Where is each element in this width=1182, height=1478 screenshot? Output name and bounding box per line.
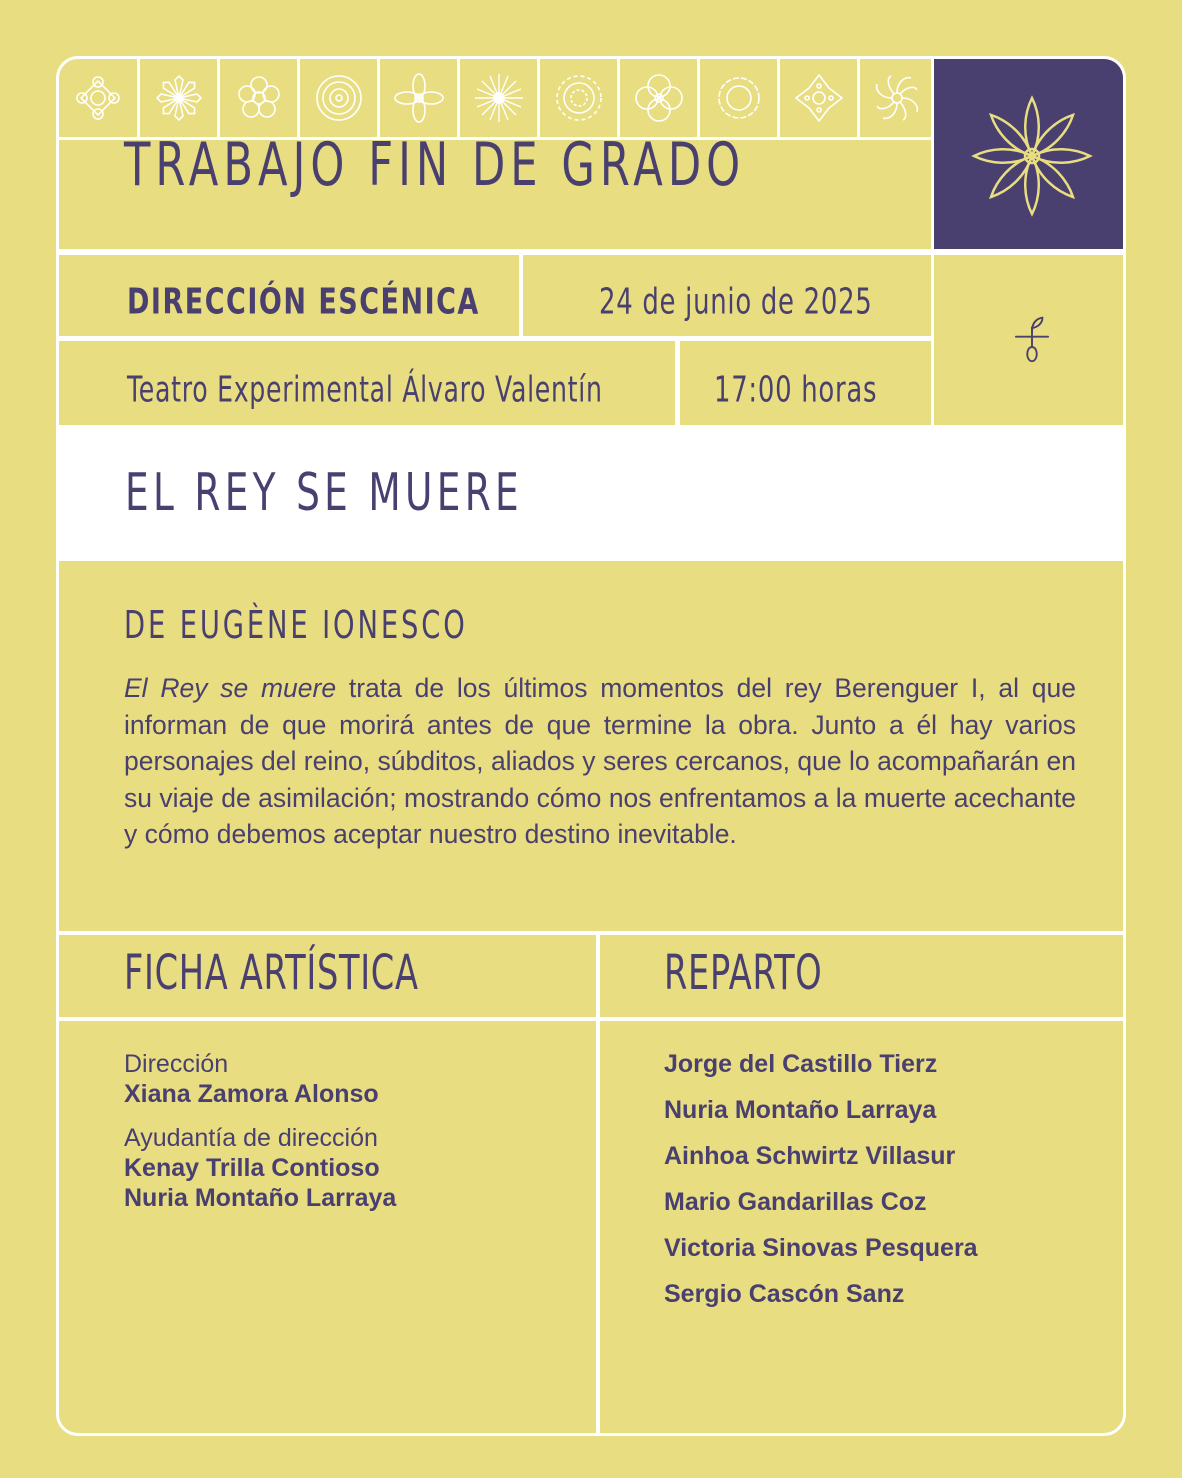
cast-member: Jorge del Castillo Tierz <box>664 1050 938 1078</box>
assistant-label: Ayudantía de dirección <box>124 1124 378 1152</box>
cast-member: Sergio Cascón Sanz <box>664 1280 905 1308</box>
flower-6-icon <box>460 59 537 137</box>
cast-list <box>664 1049 978 1325</box>
flower-11-icon <box>860 59 934 137</box>
description-italic-title: El Rey se muere <box>124 673 337 703</box>
direction-label: Dirección <box>124 1050 229 1078</box>
poster-card <box>56 56 1126 1436</box>
ficha-heading: FICHA ARTÍSTICA <box>124 945 419 1001</box>
assistant-name: Nuria Montaño Larraya <box>124 1184 397 1212</box>
department-label: DIRECCIÓN ESCÉNICA <box>127 281 480 323</box>
reparto-heading: REPARTO <box>664 945 823 1001</box>
direction-name: Xiana Zamora Alonso <box>124 1080 379 1108</box>
event-time: 17:00 horas <box>714 369 878 411</box>
flower-1-icon <box>59 59 137 137</box>
description-text: trata de los últimos momentos del rey Berenguer I, al que informan de que morirá antes de que termine la obra. Junto a él hay varios personajes del reino, súbditos, aliados y seres cercanos, que lo acompañarán en su viaje de asimilación; mostrando cómo nos enfrentamos a la muerte acechante y cómo debemos aceptar nuestro destino inevitable. <box>124 673 1076 849</box>
flower-5-icon <box>380 59 457 137</box>
cast-member: Ainhoa Schwirtz Villasur <box>664 1142 956 1170</box>
flower-3-icon <box>220 59 297 137</box>
play-author: DE EUGÈNE IONESCO <box>124 603 468 647</box>
sprout-logo-icon <box>934 255 1126 422</box>
play-description <box>124 670 1076 853</box>
page-title: TRABAJO FIN DE GRADO <box>124 130 746 200</box>
flower-2-icon <box>140 59 217 137</box>
flower-9-icon <box>700 59 777 137</box>
flower-4-icon <box>300 59 377 137</box>
cast-member: Mario Gandarillas Coz <box>664 1188 927 1216</box>
event-date: 24 de junio de 2025 <box>599 281 873 323</box>
ficha-credits <box>124 1049 396 1213</box>
event-venue: Teatro Experimental Álvaro Valentín <box>127 369 603 411</box>
star-flower-icon <box>934 59 1126 252</box>
flower-8-icon <box>620 59 697 137</box>
flower-7-icon <box>540 59 617 137</box>
cast-member: Victoria Sinovas Pesquera <box>664 1234 978 1262</box>
play-title: EL REY SE MUERE <box>125 463 524 523</box>
cast-member: Nuria Montaño Larraya <box>664 1096 937 1124</box>
assistant-name: Kenay Trilla Contioso <box>124 1154 380 1182</box>
flower-10-icon <box>780 59 857 137</box>
